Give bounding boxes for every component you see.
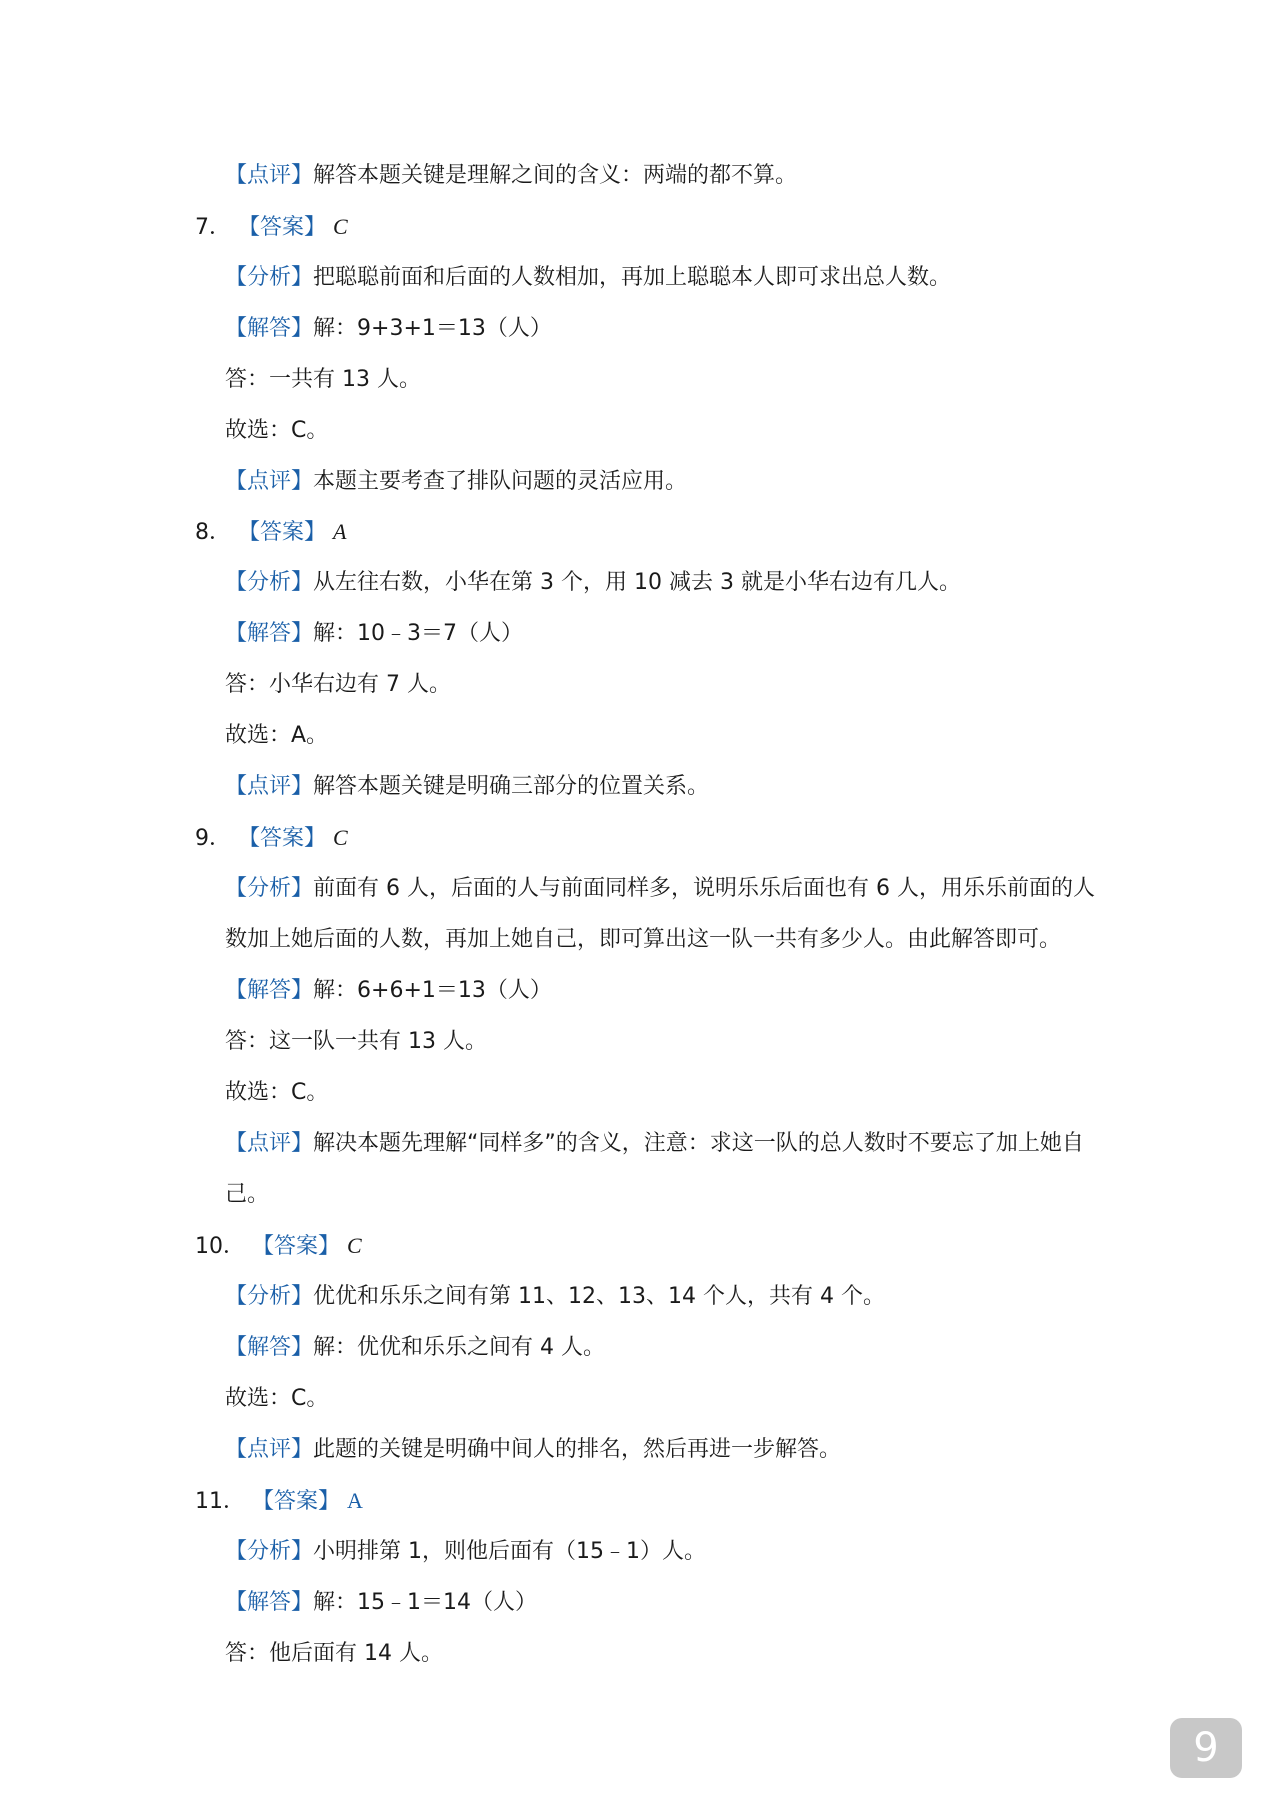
q11-analysis-text: 小明排第 1，则他后面有（15﹣1）人。 [313, 1539, 706, 1564]
q8-solution-tag: 【解答】 [225, 621, 314, 646]
q9-comment [225, 1128, 1084, 1160]
q9-solution-text: 解：6+6+1＝13（人） [313, 978, 552, 1003]
q8-choice: 故选：A。 [225, 723, 329, 748]
q11-answer-tag: 【答案】 [252, 1489, 341, 1514]
q7-number: 7． [195, 215, 231, 240]
q10-number: 10． [195, 1234, 245, 1259]
q9-reply: 答：这一队一共有 13 人。 [225, 1029, 487, 1054]
q7-comment-tag: 【点评】 [225, 469, 314, 494]
q10-solution-tag: 【解答】 [225, 1335, 314, 1360]
q11-solution-tag: 【解答】 [225, 1590, 314, 1615]
q10-choice: 故选：C。 [225, 1386, 329, 1411]
q7-analysis [225, 262, 951, 294]
q7-solution-text: 解：9+3+1＝13（人） [313, 316, 552, 341]
q9-answer-line [195, 822, 348, 855]
q8-solution [225, 618, 523, 650]
q9-comment-text-1: 解决本题先理解“同样多”的含义，注意：求这一队的总人数时不要忘了加上她自 [313, 1131, 1084, 1156]
q9-analysis-text-2: 数加上她后面的人数，再加上她自己，即可算出这一队一共有多少人。由此解答即可。 [225, 927, 1062, 952]
q7-answer-line [195, 211, 348, 244]
q10-comment [225, 1434, 841, 1466]
q11-reply: 答：他后面有 14 人。 [225, 1641, 443, 1666]
q11-answer-line [195, 1485, 363, 1518]
q9-analysis-tag: 【分析】 [225, 876, 314, 901]
q7-analysis-text: 把聪聪前面和后面的人数相加，再加上聪聪本人即可求出总人数。 [313, 265, 952, 290]
q9-solution [225, 975, 552, 1007]
q10-analysis-text: 优优和乐乐之间有第 11、12、13、14 个人，共有 4 个。 [313, 1284, 885, 1309]
q8-number: 8． [195, 520, 231, 545]
q9-analysis [225, 873, 1095, 905]
q8-reply: 答：小华右边有 7 人。 [225, 672, 451, 697]
q7-comment-text: 本题主要考查了排队问题的灵活应用。 [313, 469, 688, 494]
q11-number: 11． [195, 1489, 245, 1514]
q9-analysis-text-1: 前面有 6 人，后面的人与前面同样多，说明乐乐后面也有 6 人，用乐乐前面的人 [313, 876, 1095, 901]
q8-solution-text: 解：10﹣3＝7（人） [313, 621, 524, 646]
q10-analysis [225, 1281, 885, 1313]
q8-comment-tag: 【点评】 [225, 774, 314, 799]
q9-solution-tag: 【解答】 [225, 978, 314, 1003]
q10-solution-text: 解：优优和乐乐之间有 4 人。 [313, 1335, 605, 1360]
q11-solution-text: 解：15﹣1＝14（人） [313, 1590, 538, 1615]
q11-solution [225, 1587, 537, 1619]
q8-comment-text: 解答本题关键是明确三部分的位置关系。 [313, 774, 710, 799]
q7-solution [225, 313, 552, 345]
q10-comment-tag: 【点评】 [225, 1437, 314, 1462]
q8-analysis-tag: 【分析】 [225, 570, 314, 595]
q9-answer-tag: 【答案】 [238, 826, 327, 851]
q10-analysis-tag: 【分析】 [225, 1284, 314, 1309]
q7-analysis-tag: 【分析】 [225, 265, 314, 290]
q8-answer-value: A [333, 519, 347, 544]
q7-solution-tag: 【解答】 [225, 316, 314, 341]
q9-comment-text-2: 己。 [225, 1182, 270, 1207]
q10-answer-value: C [347, 1233, 362, 1258]
q7-answer-tag: 【答案】 [238, 215, 327, 240]
q6-comment-text: 解答本题关键是理解之间的含义：两端的都不算。 [313, 163, 798, 188]
q10-answer-line [195, 1230, 362, 1263]
q7-answer-value: C [333, 214, 348, 239]
q7-comment [225, 466, 687, 498]
q10-solution [225, 1332, 605, 1364]
q9-comment-tag: 【点评】 [225, 1131, 314, 1156]
q8-answer-tag: 【答案】 [238, 520, 327, 545]
q11-answer-value: A [347, 1488, 363, 1513]
q6-comment-tag: 【点评】 [225, 163, 314, 188]
q9-number: 9． [195, 826, 231, 851]
q8-analysis [225, 567, 961, 599]
q11-analysis [225, 1536, 706, 1568]
q11-analysis-tag: 【分析】 [225, 1539, 314, 1564]
q10-comment-text: 此题的关键是明确中间人的排名，然后再进一步解答。 [313, 1437, 842, 1462]
q9-answer-value: C [333, 825, 348, 850]
q9-choice: 故选：C。 [225, 1080, 329, 1105]
q7-choice: 故选：C。 [225, 418, 329, 443]
q8-comment [225, 771, 709, 803]
page-number-badge: 9 [1170, 1718, 1242, 1778]
q8-analysis-text: 从左往右数，小华在第 3 个，用 10 减去 3 就是小华右边有几人。 [313, 570, 961, 595]
q10-answer-tag: 【答案】 [252, 1234, 341, 1259]
q6-comment [225, 160, 797, 192]
q7-reply: 答：一共有 13 人。 [225, 367, 421, 392]
q8-answer-line [195, 516, 346, 549]
